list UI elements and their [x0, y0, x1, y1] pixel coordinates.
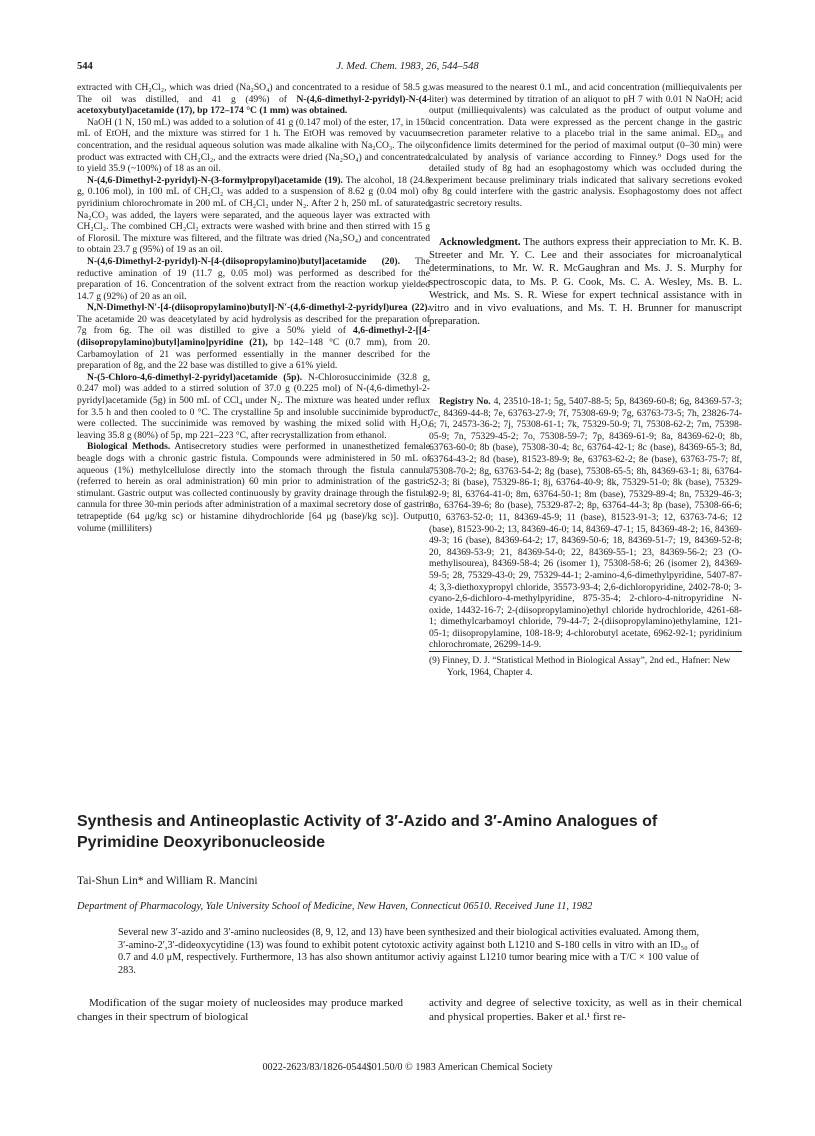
- footnote-rule: [429, 651, 742, 652]
- copyright-footer: 0022-2623/83/1826-0544$01.50/0 © 1983 American Chemical Society: [262, 1062, 553, 1073]
- body-text-right: activity and degree of selective toxicity, as well as in their chemical and physical properties. Baker et al.¹ first re-: [429, 997, 742, 1023]
- paragraph: was measured to the nearest 0.1 mL, and acid concentration (milliequivalents per liter) was determined by titration of an aliquot to pH 7 with 0.01 N NaOH; acid output (milliequivalents) was calculated as the product of output volume and acid concentration. Data were expressed as the percent change in the gastric secretion parameter relative to a placebo trial in the same animal. ED₅₀ and confidence limits determined for the period of maximal output (0–30 min) were calculated by analysis of variance according to Finney.⁹ Dogs used for the detailed study of 8g had an esophagostomy which was occluded during the experiment because preliminary trials indicated that salivary secretions evoked by 8g could interfere with the gastric analysis. Esophagostomy does not affect gastric secretory results.: [429, 82, 742, 209]
- article-abstract: Several new 3′-azido and 3′-amino nucleosides (8, 9, 12, and 13) have been synthesized and their biological activities evaluated. Among them, 3′-amino-2′,3′-dideoxycytidine (13) was found to exhibit potent cytotoxic activity against both L1210 and S-180 cells in vitro with an ID₅₀ of 0.7 and 4.0 μM, respectively. Furthermore, 13 has also shown antitumor activiy against L1210 tumor bearing mice with a T/C × 100 value of 283.: [118, 927, 699, 976]
- article-title: Synthesis and Antineoplastic Activity of 3′-Azido and 3′-Amino Analogues of Pyrimidine Deoxyribonucleoside: [77, 813, 658, 851]
- body-text-left: Modification of the sugar moiety of nucleosides may produce marked changes in their spectrum of biological: [77, 997, 403, 1023]
- right-column-methods: [429, 82, 742, 210]
- paragraph: N-(4,6-Dimethyl-2-pyridyl)-N-(3-formylpropyl)acetamide (19). The alcohol, 18 (24.8 g, 0.106 mol), in 100 mL of CH₂Cl₂ was added to a suspension of 8.62 g (0.04 mol) of pyridinium chlorochromate in 200 mL of CH₂Cl₂ under N₂. After 2 h, 250 mL of saturated Na₂CO₃ was added, the layers were separated, and the aqueous layer was extracted with CH₂Cl₂. The combined CH₂Cl₂ extracts were washed with brine and then stirred with 15 g of Florosil. The mixture was filtered, and the filtrate was dried (Na₂SO₄) and concentrated to obtain 23.7 g (95%) of 19 as an oil.: [77, 174, 430, 256]
- paragraph: N,N-Dimethyl-N′-[4-(diisopropylamino)butyl]-N′-(4,6-dimethyl-2-pyridyl)urea (22). The acetamide 20 was deacetylated by acid hydrolysis as described for the preparation of 7g from 6g. The oil was distilled to give a 50% yield of 4,6-dimethyl-2-[[4-(diisopropylamino)butyl]amino]pyridine (21), bp 142–148 °C (0.7 mm), from 20. Carbamoylation of 21 was performed essentially in the manner described for the preparation of 8g, and the 22 base was distilled to give a 61% yield.: [77, 302, 431, 372]
- article-affiliation: Department of Pharmacology, Yale University School of Medicine, New Haven, Connecticut 06510. Received June 11, 1982: [77, 901, 593, 912]
- left-column: [77, 82, 430, 534]
- paragraph: NaOH (1 N, 150 mL) was added to a solution of 41 g (0.147 mol) of the ester, 17, in 150 mL of EtOH, and the mixture was stirred for 1 h. The EtOH was removed by vacuum concentration, and the residual aqueous solution was made alkaline with Na₂CO₃. The oily product was extracted with CH₂Cl₂, and the extracts were dried (Na₂SO₄) and concentrated to yield 35.9 (~100%) of 18 as an oil.: [77, 116, 430, 175]
- reference-list: [429, 656, 742, 679]
- paragraph: extracted with CH₂Cl₂, which was dried (Na₂SO₄) and concentrated to a residue of 58.5 g. The oil was distilled, and 41 g (49%) of N-(4,6-dimethyl-2-pyridyl)-N-(4-acetoxybutyl)acetamide (17), bp 172–174 °C (1 mm) was obtained.: [77, 82, 430, 117]
- paragraph: N-(4,6-Dimethyl-2-pyridyl)-N-[4-(diisopropylamino)butyl]acetamide (20). The reductive amination of 19 (11.7 g, 0.05 mol) was performed as described for the preparation of 16. Concentration of the solvent extract from the reaction workup yielded 14.7 g (92%) of 20 as an oil.: [77, 255, 430, 302]
- article-authors: Tai-Shun Lin* and William R. Mancini: [77, 875, 258, 887]
- reference-9: (9) Finney, D. J. “Statistical Method in Biological Assay”, 2nd ed., Hafner: New York, 1964, Chapter 4.: [429, 656, 731, 678]
- paragraph: Registry No. 4, 23510-18-1; 5g, 5407-88-5; 5p, 84369-60-8; 6g, 84369-57-3; 7c, 84369-44-8; 7e, 63763-27-9; 7f, 75308-69-9; 7g, 63763-73-5; 7h, 23826-74-6; 7i, 24573-36-2; 7j, 75308-61-1; 7k, 75329-50-9; 7l, 75308-62-2; 7m, 75398-05-9; 7n, 75329-45-2; 7o, 75308-59-7; 7p, 84369-61-9; 8a, 84369-62-0; 8b, 63763-60-0; 8b (base), 75308-30-4; 8c, 63764-42-1; 8c (base), 84369-65-3; 8d, 63764-43-2; 8d (base), 81523-89-9; 8e, 63763-62-2; 8e (base), 63763-75-7; 8f, 75308-70-2; 8g, 63763-54-2; 8g (base), 75308-65-5; 8h, 84369-63-1; 8i, 63764-52-3; 8i (base), 75329-86-1; 8j, 63764-40-9; 8k, 75329-51-0; 8k (base), 75329-92-9; 8l, 63764-41-0; 8m, 63764-50-1; 8m (base), 75329-89-4; 8n, 75329-46-3; 8o, 63764-39-6; 8o (base), 75329-87-2; 8p, 63764-44-3; 8p (base), 75308-66-6; 10, 63763-52-0; 11, 84369-45-9; 11 (base), 81523-91-3; 12, 63763-74-6; 12 (base), 81523-90-2; 13, 84369-46-0; 14, 84369-47-1; 15, 84369-48-2; 16, 84369-49-3; 16 (base), 84369-64-2; 17, 84369-50-6; 18, 84369-51-7; 19, 84369-52-8; 20, 84369-53-9; 21, 84369-54-0; 22, 84369-55-1; 23, 84369-56-2; 23 (O-methylisourea), 84369-58-4; 26 (isomer 1), 75308-58-6; 26 (isomer 2), 84369-59-5; 28, 75329-43-0; 29, 75329-44-1; 2-amino-4,6-dimethylpyridine, 5407-87-4; 3,3-diethoxypropyl chloride, 35573-93-4; 2,6-dichloropyridine, 2402-78-0; 3-cyano-2,6-dichloro-4-methylpyridine, 875-35-4; 2-chloro-4-nitropyridine N-oxide, 14432-16-7; 2-(diisopropylamino)ethyl chloride hydrochloride, 4261-68-1; dimethylcarbamoyl chloride, 79-44-7; 2-(diisopropylamino)ethylamine, 121-05-1; diisopropylamine, 108-18-9; 4-chlorobutyl acetate, 6962-92-1; pyridinium chlorochromate, 26299-14-9.: [429, 396, 742, 651]
- paragraph: N-(5-Chloro-4,6-dimethyl-2-pyridyl)acetamide (5p). N-Chlorosuccinimide (32.8 g, 0.247 mol) was added to a stirred solution of 37.0 g (0.225 mol) of N-(4,6-dimethyl-2-pyridyl)acetamide (5g) in 500 mL of CCl₄ under N₂. The mixture was heated under reflux for 3.5 h and then cooled to 0 °C. The crystalline 5p and insoluble succinimide byproduct were collected. The succinimide was removed by washing the mixed solid with H₂O, leaving 35.8 g (80%) of 5p, mp 221–223 °C, after recrystallization from ethanol.: [77, 371, 431, 441]
- registry-numbers: [429, 396, 742, 651]
- page-number: 544: [77, 61, 93, 72]
- running-header: [77, 61, 738, 75]
- journal-citation: J. Med. Chem. 1983, 26, 544–548: [336, 61, 479, 72]
- acknowledgment: [429, 236, 742, 328]
- paragraph: Biological Methods. Antisecretory studies were performed in unanesthetized female beagle dogs with a chronic gastric fistula. Compounds were administered in 50 mL of aqueous (1%) methylcellulose directly into the stomach through the fistula cannula (referred to herein as oral administration) 60 min prior to administration of the gastric stimulant. Gastric output was collected continuously by gravity drainage through the fistula cannula for three 30-min periods after administration of a maximal secretory dose of gastrin tetrapeptide (64 μg/kg sc) or histamine dihydrochloride [64 μg (base)/kg sc)]. Output volume (milliliters): [77, 441, 431, 534]
- paragraph: Acknowledgment. The authors express their appreciation to Mr. K. B. Streeter and Mr. Y. C. Lee and their associates for microanalytical determinations, to Mr. W. R. McGaughran and Ms. J. S. Murphy for spectroscopic data, to Ms. P. G. Cook, Ms. C. A. Wesley, Ms. B. L. Westrick, and Ms. S. R. Wiese for expert technical assistance with in vitro and in vivo evaluations, and Ms. T. H. Brunner for manuscript preparation.: [429, 237, 742, 328]
